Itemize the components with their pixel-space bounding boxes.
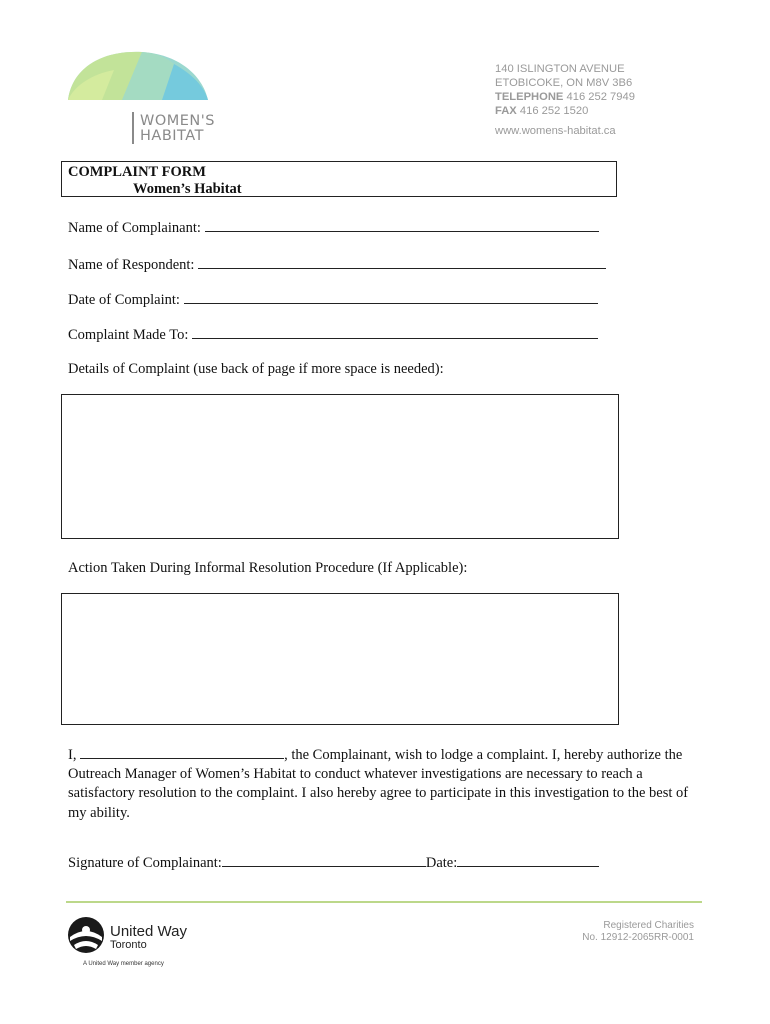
logo-line-2: HABITAT [140, 128, 204, 144]
united-way-tagline: A United Way member agency [83, 961, 164, 967]
fax-line [495, 104, 635, 118]
signature-date-label: Date: [425, 855, 458, 871]
umbrella-logo-icon [62, 46, 232, 110]
telephone-line [495, 90, 635, 104]
fax-value: 416 252 1520 [519, 105, 589, 117]
respondent-label: Name of Respondent: [68, 257, 195, 273]
action-label: Action Taken During Informal Resolution Procedure (If Applicable): [68, 560, 468, 576]
fax-label: FAX [495, 105, 517, 117]
date-field [68, 289, 598, 309]
declaration-prefix: I, [68, 747, 77, 763]
website-link[interactable]: www.womens-habitat.ca [495, 125, 616, 137]
logo-divider [132, 112, 134, 144]
signature-date-line[interactable] [457, 852, 599, 867]
charity-line-1: Registered Charities [603, 920, 694, 931]
action-textarea[interactable] [61, 593, 619, 725]
charity-registration [560, 920, 694, 944]
telephone-value: 416 252 7949 [566, 91, 635, 103]
address-line-2: ETOBICOKE, ON M8V 3B6 [495, 77, 633, 89]
complainant-input-line[interactable] [205, 217, 599, 232]
respondent-input-line[interactable] [198, 254, 606, 269]
telephone-label: TELEPHONE [495, 91, 564, 103]
declaration-text: , the Complainant, wish to lodge a complaint. I, hereby authorize the Outreach Manager of Women’s Habitat to conduct whatever investigations are necessary to reach a satisfactory resolution to the complaint. I also hereby agree to participate in this investigation to the best of my ability. [68, 747, 689, 821]
declaration-name-line[interactable] [80, 744, 284, 759]
made-to-input-line[interactable] [192, 324, 598, 339]
address-line-1: 140 ISLINGTON AVENUE [495, 63, 625, 75]
address-block [495, 62, 635, 138]
complainant-label: Name of Complainant: [68, 220, 201, 236]
complainant-field [68, 217, 599, 237]
form-title-box [61, 161, 617, 197]
details-textarea[interactable] [61, 394, 619, 539]
form-title: COMPLAINT FORM [68, 164, 206, 180]
signature-line[interactable] [222, 852, 426, 867]
date-input-line[interactable] [184, 289, 598, 304]
made-to-label: Complaint Made To: [68, 327, 189, 343]
declaration-paragraph [68, 744, 708, 823]
united-way-name: United Way [110, 923, 187, 940]
footer-divider [66, 901, 702, 903]
united-way-hand-icon [66, 915, 106, 955]
details-label: Details of Complaint (use back of page if more space is needed): [68, 361, 444, 377]
signature-row [68, 852, 599, 872]
made-to-field [68, 324, 598, 344]
logo-wordmark [140, 114, 215, 144]
united-way-city: Toronto [110, 939, 147, 951]
womens-habitat-logo [62, 46, 232, 156]
charity-line-2: No. 12912-2065RR-0001 [582, 932, 694, 943]
signature-label: Signature of Complainant: [68, 855, 222, 871]
date-label: Date of Complaint: [68, 292, 180, 308]
logo-line-1: WOMEN'S [140, 113, 215, 129]
form-subtitle: Women’s Habitat [133, 181, 242, 197]
respondent-field [68, 254, 606, 274]
